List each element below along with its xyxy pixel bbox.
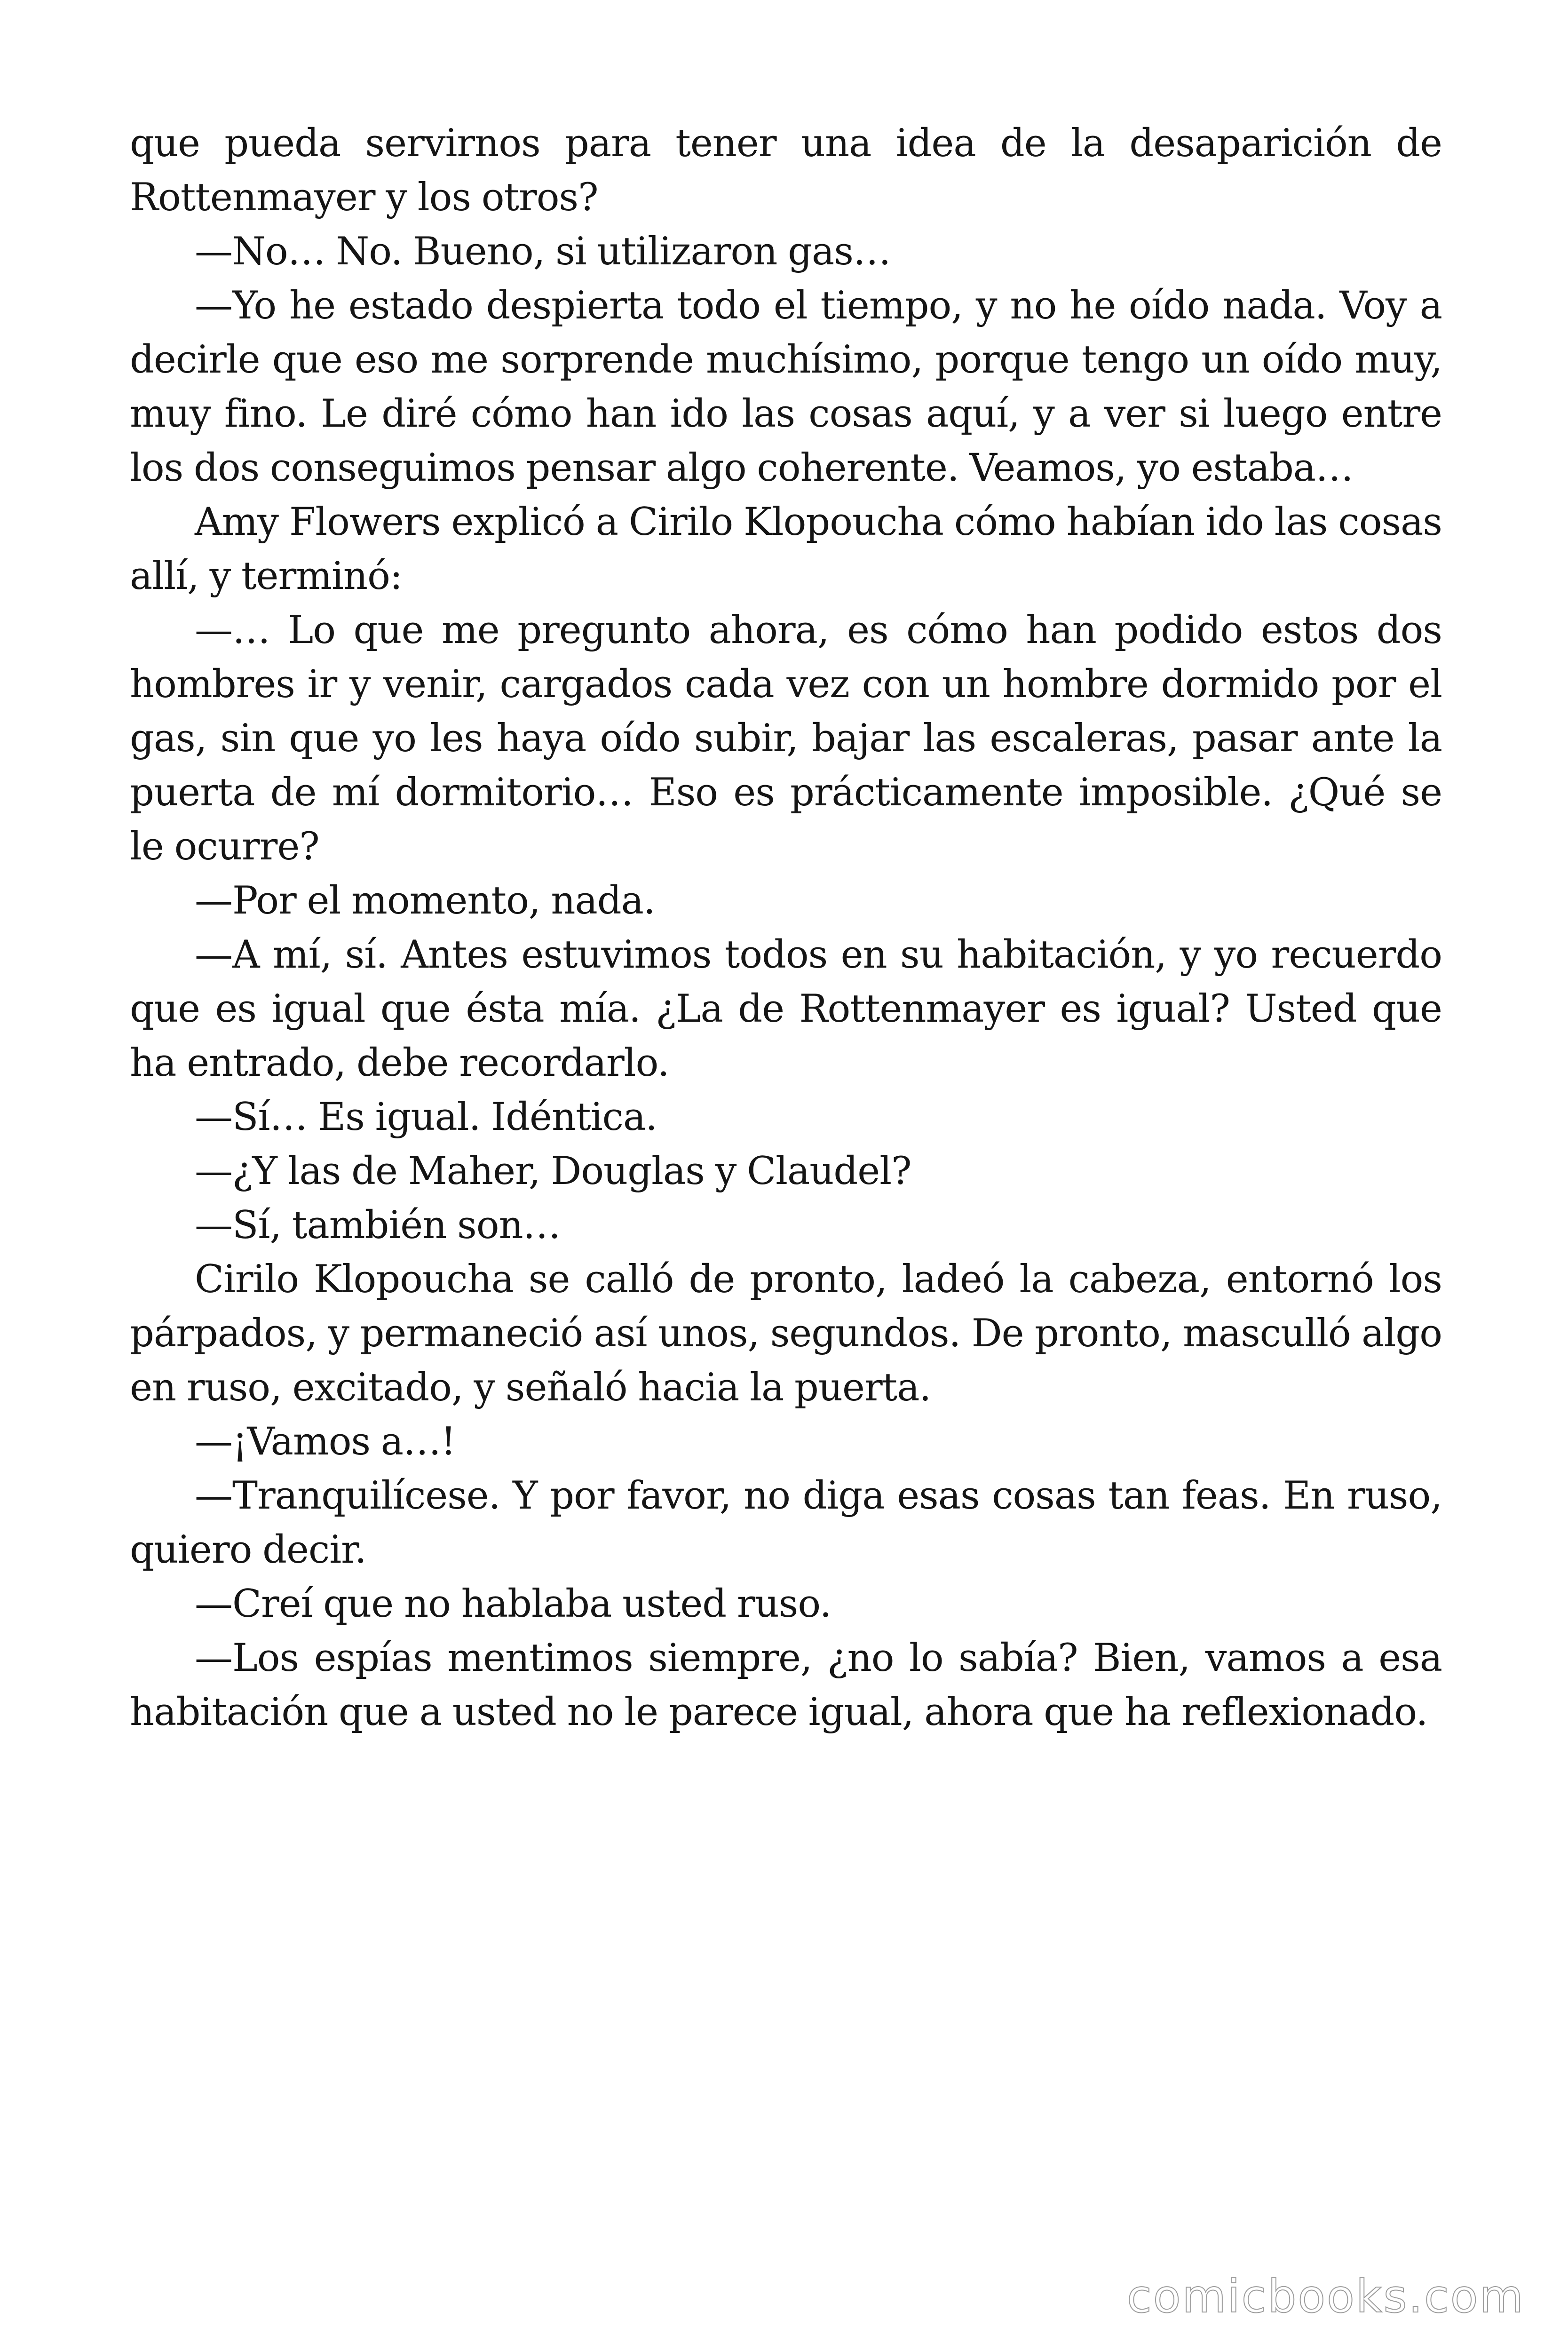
paragraph: —Tranquilícese. Y por favor, no diga esas cosas tan feas. En ruso, quiero decir.: [130, 1474, 1442, 1572]
paragraph: Cirilo Klopoucha se calló de pronto, ladeó la cabeza, entornó los párpados, y permaneció así unos, segundos. De pronto, masculló algo en ruso, excitado, y señaló hacia la puerta.: [130, 1257, 1442, 1410]
watermark: comicbooks.com: [1126, 2270, 1525, 2323]
paragraph: que pueda servirnos para tener una idea de la desaparición de Rottenmayer y los otros?: [130, 121, 1442, 220]
paragraph: —¡Vamos a…!: [195, 1420, 456, 1464]
paragraph: —Los espías mentimos siempre, ¿no lo sabía? Bien, vamos a esa habitación que a usted no le parece igual, ahora que ha reflexionado.: [130, 1636, 1442, 1734]
paragraph: —A mí, sí. Antes estuvimos todos en su habitación, y yo recuerdo que es igual que ésta mía. ¿La de Rottenmayer es igual? Usted que ha entrado, debe recordarlo.: [130, 933, 1442, 1085]
paragraph: —Yo he estado despierta todo el tiempo, y no he oído nada. Voy a decirle que eso me sorprende muchísimo, porque tengo un oído muy, muy fino. Le diré cómo han ido las cosas aquí, y a ver si luego entre los dos conseguimos pensar algo coherente. Veamos, yo estaba…: [130, 284, 1442, 490]
paragraph: —… Lo que me pregunto ahora, es cómo han podido estos dos hombres ir y venir, cargados cada vez con un hombre dormido por el gas, sin que yo les haya oído subir, bajar las escaleras, pasar ante la puerta de mí dormitorio… Eso es prácticamente imposible. ¿Qué se le ocurre?: [130, 608, 1442, 869]
paragraph: —Creí que no hablaba usted ruso.: [195, 1582, 832, 1626]
paragraph: —Sí… Es igual. Idéntica.: [195, 1095, 657, 1139]
paragraph: —No… No. Bueno, si utilizaron gas…: [195, 230, 891, 274]
paragraph: —¿Y las de Maher, Douglas y Claudel?: [195, 1149, 911, 1193]
paragraph: —Por el momento, nada.: [195, 879, 655, 923]
page-body: [130, 117, 1442, 1740]
paragraph: Amy Flowers explicó a Cirilo Klopoucha cómo habían ido las cosas allí, y terminó:: [130, 500, 1442, 598]
paragraph: —Sí, también son…: [195, 1203, 561, 1248]
